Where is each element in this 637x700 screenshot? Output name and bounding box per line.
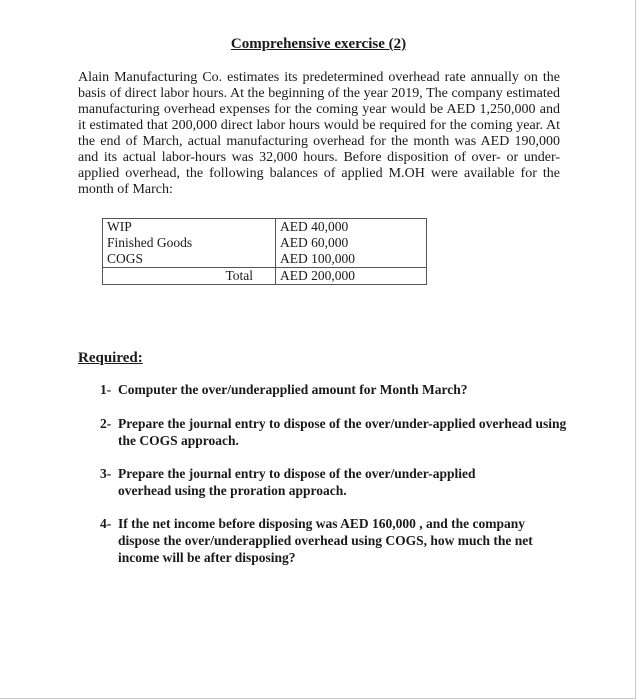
problem-paragraph: Alain Manufacturing Co. estimates its predetermined overhead rate annually on the basis of direct labor hours. At the beginning of the year 2019, The company estimated manufacturing overhead expenses for the coming year would be AED 1,250,000 and it estimated that 200,000 direct labor hours would be required for the coming year. At the end of March, actual manufacturing overhead for the month was AED 190,000 and its actual labor-hours was 32,000 hours. Before disposition of over- or under-applied overhead, the following balances of applied M.OH were available for the month of March: [78, 70, 560, 197]
question-number: 1- [100, 382, 112, 397]
question-4 [100, 515, 562, 566]
document-title: Comprehensive exercise (2) [230, 36, 407, 52]
table-cell-amount: AED 100,000 [276, 251, 427, 268]
table-cell-label: Finished Goods [103, 235, 276, 251]
question-text: Computer the over/underapplied amount for Month March? [118, 382, 468, 397]
required-heading: Required: [78, 350, 143, 366]
question-text: Prepare the journal entry to dispose of the over/under-applied overhead using the COGS approach. [118, 416, 567, 448]
table-cell-amount: AED 60,000 [276, 235, 427, 251]
table-cell-label: WIP [103, 219, 276, 236]
question-3 [100, 465, 520, 499]
table-row [103, 251, 427, 268]
table-row [103, 219, 427, 236]
question-2 [100, 415, 570, 449]
table-row [103, 235, 427, 251]
question-1 [100, 381, 570, 398]
balances-table [102, 218, 427, 285]
table-total-row [103, 268, 427, 285]
question-text: If the net income before disposing was AED 160,000 , and the company dispose the over/underapplied overhead using COGS, how much the net income will be after disposing? [118, 516, 533, 565]
table-total-label: Total [103, 268, 276, 285]
question-number: 3- [100, 466, 112, 481]
question-number: 4- [100, 516, 112, 531]
table-cell-amount: AED 40,000 [276, 219, 427, 236]
table-total-amount: AED 200,000 [276, 268, 427, 285]
question-number: 2- [100, 416, 112, 431]
table-cell-label: COGS [103, 251, 276, 268]
question-text: Prepare the journal entry to dispose of the over/under-applied overhead using the proration approach. [118, 466, 476, 498]
